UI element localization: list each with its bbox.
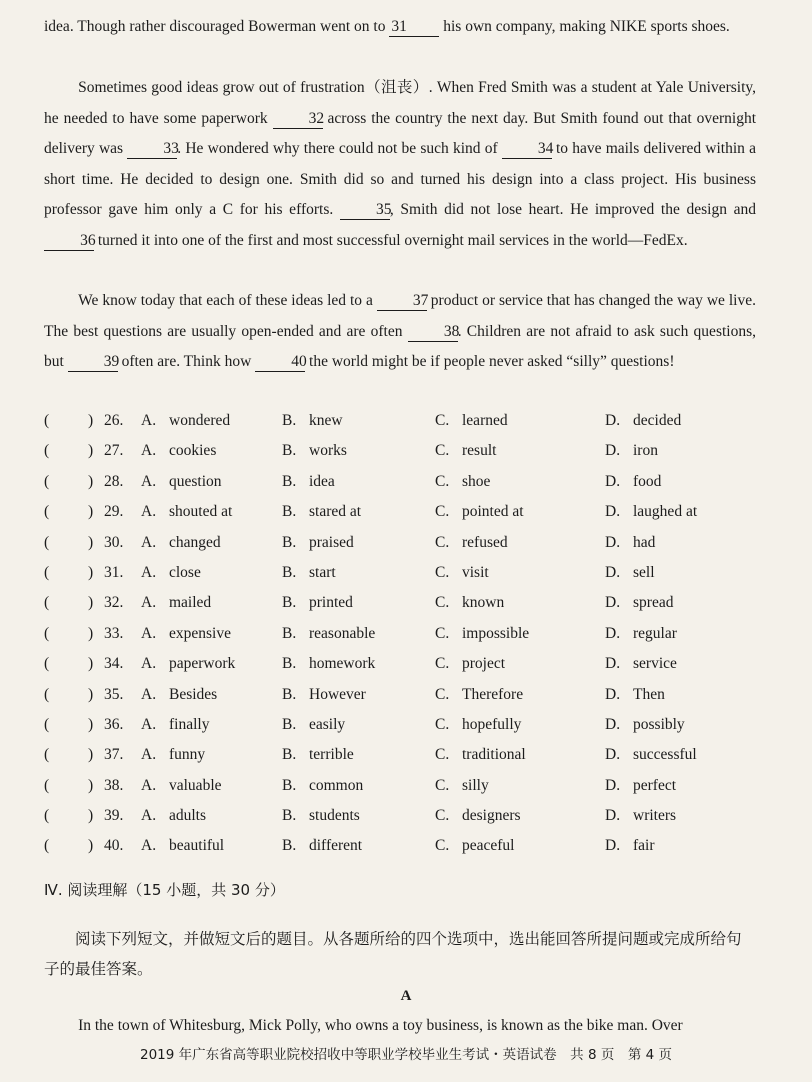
paragraph-text: We know today that each of these ideas led to a (78, 292, 377, 309)
answer-paren-open: ( (44, 624, 50, 642)
question-number: 37. (104, 746, 124, 764)
question-number: 31. (104, 563, 124, 581)
option-a-text: cookies (169, 442, 217, 460)
option-d-text: possibly (633, 715, 685, 733)
paragraph-text: often are. Think how (117, 353, 256, 370)
answer-paren-open: ( (44, 503, 50, 521)
paragraph-text: turned it into one of the first and most successful overnight mail services in the world—FedEx. (94, 231, 688, 249)
blank-40: 40 (255, 353, 305, 372)
option-d-letter: D. (605, 685, 621, 703)
option-a-letter: A. (141, 807, 157, 825)
blank-33: 33 (127, 140, 177, 159)
option-a-letter: A. (141, 563, 157, 581)
blank-37: 37 (377, 292, 427, 311)
option-c-letter: C. (435, 746, 450, 764)
option-d-letter: D. (605, 746, 621, 764)
option-c-text: pointed at (462, 503, 524, 521)
option-b-letter: B. (282, 503, 297, 521)
option-b-text: works (309, 442, 347, 460)
answer-paren-close: ) (88, 533, 94, 551)
question-number: 36. (104, 715, 124, 733)
blank-31: 31 (389, 18, 439, 37)
question-number: 28. (104, 472, 124, 490)
question-row (44, 497, 756, 527)
option-b-text: start (309, 563, 336, 581)
option-c-letter: C. (435, 807, 450, 825)
answer-paren-close: ) (88, 837, 94, 855)
option-c-text: hopefully (462, 715, 522, 733)
paragraph-text: across the country the next day. But Smith found out that overnight delivery was (44, 109, 756, 157)
option-c-letter: C. (435, 533, 450, 551)
option-d-text: sell (633, 563, 655, 581)
question-row (44, 619, 756, 649)
option-d-text: writers (633, 807, 677, 825)
question-number: 38. (104, 776, 124, 794)
blank-34: 34 (502, 140, 552, 159)
answer-paren-close: ) (88, 594, 94, 612)
question-row (44, 436, 756, 466)
option-d-letter: D. (605, 442, 621, 460)
option-c-letter: C. (435, 685, 450, 703)
option-b-letter: B. (282, 685, 297, 703)
option-c-letter: C. (435, 624, 450, 642)
paragraph-text: to have mails delivered within a short time. He decided to design one. Smith did so and turned his design into a class project. His business professor gave him only a C for his efforts. (44, 140, 756, 218)
option-d-letter: D. (605, 776, 621, 794)
answer-paren-open: ( (44, 655, 50, 673)
paragraph-text: product or service that has changed the way we live. The best questions are usually open-ended and are often (44, 292, 756, 340)
paragraph-text: the world might be if people never asked “silly” questions! (305, 353, 675, 370)
option-a-letter: A. (141, 533, 157, 551)
option-d-letter: D. (605, 655, 621, 673)
paragraph-text: idea. Though rather discouraged Bowerman went on to (44, 18, 390, 35)
option-b-letter: B. (282, 412, 297, 429)
option-b-text: printed (309, 594, 353, 612)
option-d-letter: D. (605, 624, 621, 642)
question-row (44, 558, 756, 588)
option-a-text: Besides (169, 685, 218, 703)
option-c-letter: C. (435, 776, 450, 794)
option-c-letter: C. (435, 563, 450, 581)
question-row (44, 406, 756, 436)
option-b-letter: B. (282, 807, 297, 825)
answer-paren-open: ( (44, 715, 50, 733)
option-b-text: common (309, 776, 364, 794)
answer-paren-open: ( (44, 533, 50, 551)
option-d-text: spread (633, 594, 674, 612)
option-c-text: learned (462, 412, 508, 429)
option-b-letter: B. (282, 472, 297, 490)
question-row (44, 710, 756, 740)
blank-39: 39 (68, 353, 118, 372)
option-b-text: homework (309, 655, 376, 673)
option-a-text: question (169, 472, 222, 490)
answer-paren-open: ( (44, 472, 50, 490)
answer-paren-close: ) (88, 563, 94, 581)
option-d-letter: D. (605, 837, 621, 855)
paragraph-text: Sometimes good ideas grow out of frustration（沮丧）. When Fred Smith was a student at Yale University, he needed to have some paperwork (44, 79, 756, 127)
option-c-text: Therefore (462, 685, 524, 703)
option-c-text: silly (462, 776, 489, 794)
answer-paren-close: ) (88, 807, 94, 825)
question-number: 34. (104, 655, 124, 673)
answer-paren-close: ) (88, 624, 94, 642)
option-a-letter: A. (141, 715, 157, 733)
option-a-letter: A. (141, 746, 157, 764)
option-d-text: perfect (633, 776, 677, 794)
question-number: 27. (104, 442, 124, 460)
answer-paren-close: ) (88, 442, 94, 460)
option-a-text: wondered (169, 412, 231, 429)
option-c-letter: C. (435, 837, 450, 855)
paragraph-text: his own company, making NIKE sports shoes. (439, 18, 730, 35)
option-d-letter: D. (605, 503, 621, 521)
answer-paren-open: ( (44, 563, 50, 581)
option-b-letter: B. (282, 837, 297, 855)
option-c-text: traditional (462, 746, 526, 764)
answer-paren-close: ) (88, 655, 94, 673)
question-list (44, 406, 756, 862)
option-d-letter: D. (605, 807, 621, 825)
question-number: 33. (104, 624, 124, 642)
question-row (44, 528, 756, 558)
answer-paren-close: ) (88, 472, 94, 490)
option-c-letter: C. (435, 503, 450, 521)
option-b-letter: B. (282, 715, 297, 733)
option-c-text: impossible (462, 624, 530, 642)
answer-paren-open: ( (44, 442, 50, 460)
option-b-text: easily (309, 715, 346, 733)
blank-36: 36 (44, 232, 94, 251)
blank-35: 35 (340, 201, 390, 220)
option-b-letter: B. (282, 442, 297, 460)
question-number: 39. (104, 807, 124, 825)
option-a-letter: A. (141, 655, 157, 673)
option-b-text: terrible (309, 746, 354, 764)
option-d-letter: D. (605, 472, 621, 490)
option-c-text: peaceful (462, 837, 515, 855)
option-a-letter: A. (141, 442, 157, 460)
question-row (44, 831, 756, 861)
answer-paren-close: ) (88, 746, 94, 764)
question-number: 32. (104, 594, 124, 612)
option-d-text: laughed at (633, 503, 698, 521)
option-c-letter: C. (435, 442, 450, 460)
page-footer: 2019 年广东省高等职业院校招收中等职业学校毕业生考试・英语试卷 共 8 页 第 4 页 (140, 1047, 672, 1063)
option-a-text: beautiful (169, 837, 225, 855)
question-row (44, 649, 756, 679)
option-a-text: mailed (169, 594, 212, 612)
question-row (44, 740, 756, 770)
option-c-text: designers (462, 807, 521, 825)
option-d-letter: D. (605, 594, 621, 612)
option-b-letter: B. (282, 594, 297, 612)
option-d-text: successful (633, 746, 697, 764)
paragraph-text: , Smith did not lose heart. He improved the design and (389, 201, 756, 218)
option-a-letter: A. (141, 594, 157, 612)
answer-paren-close: ) (88, 412, 94, 429)
answer-paren-open: ( (44, 412, 50, 429)
option-b-text: reasonable (309, 624, 376, 642)
section-instructions: 阅读下列短文，并做短文后的题目。从各题所给的四个选项中，选出能回答所提问题或完成所给句子的最佳答案。 (44, 930, 742, 978)
option-a-text: finally (169, 715, 210, 733)
answer-paren-open: ( (44, 837, 50, 855)
option-a-letter: A. (141, 624, 157, 642)
question-row (44, 467, 756, 497)
answer-paren-open: ( (44, 807, 50, 825)
option-c-letter: C. (435, 594, 450, 612)
option-d-text: decided (633, 412, 682, 429)
passage-paragraph-1 (44, 12, 756, 43)
question-row (44, 588, 756, 618)
option-d-text: food (633, 472, 662, 490)
option-d-letter: D. (605, 563, 621, 581)
option-c-letter: C. (435, 472, 450, 490)
paragraph-text: In the town of Whitesburg, Mick Polly, who owns a toy business, is known as the bike man. Over (78, 1017, 683, 1034)
question-row (44, 801, 756, 831)
question-row (44, 771, 756, 801)
option-b-text: students (309, 807, 360, 825)
passage-label: A (400, 988, 412, 1004)
question-number: 26. (104, 412, 124, 429)
option-d-text: fair (633, 837, 655, 855)
option-c-text: refused (462, 533, 508, 551)
option-a-text: funny (169, 746, 206, 764)
option-a-text: close (169, 563, 201, 581)
passage-a-start (44, 1011, 756, 1042)
option-a-letter: A. (141, 776, 157, 794)
option-a-letter: A. (141, 472, 157, 490)
option-c-text: project (462, 655, 506, 673)
option-d-letter: D. (605, 412, 621, 429)
option-b-letter: B. (282, 655, 297, 673)
option-a-letter: A. (141, 837, 157, 855)
passage-paragraph-2 (44, 73, 756, 256)
paragraph-text: . He wondered why there could not be such kind of (177, 140, 502, 157)
question-row (44, 680, 756, 710)
option-c-letter: C. (435, 715, 450, 733)
option-c-text: shoe (462, 472, 491, 490)
option-d-text: regular (633, 624, 677, 642)
answer-paren-close: ) (88, 503, 94, 521)
blank-32: 32 (273, 110, 323, 129)
option-a-text: adults (169, 807, 207, 825)
option-a-text: shouted at (169, 503, 233, 521)
option-a-text: paperwork (169, 655, 236, 673)
question-number: 40. (104, 837, 124, 855)
answer-paren-close: ) (88, 715, 94, 733)
option-c-text: known (462, 594, 505, 612)
option-b-text: different (309, 837, 363, 855)
question-number: 35. (104, 685, 124, 703)
section-title: Ⅳ. 阅读理解（15 小题，共 30 分） (44, 881, 285, 899)
paragraph-text: . Children are not afraid to ask such questions, but (44, 322, 756, 370)
option-a-text: expensive (169, 624, 231, 642)
option-d-text: Then (633, 685, 665, 703)
option-a-text: changed (169, 533, 221, 551)
option-b-text: stared at (309, 503, 362, 521)
option-d-text: had (633, 533, 656, 551)
answer-paren-open: ( (44, 685, 50, 703)
option-a-letter: A. (141, 685, 157, 703)
option-d-letter: D. (605, 715, 621, 733)
option-a-letter: A. (141, 503, 157, 521)
option-d-letter: D. (605, 533, 621, 551)
answer-paren-open: ( (44, 746, 50, 764)
option-b-letter: B. (282, 776, 297, 794)
option-c-text: result (462, 442, 497, 460)
answer-paren-open: ( (44, 594, 50, 612)
option-b-letter: B. (282, 624, 297, 642)
option-d-text: iron (633, 442, 658, 460)
passage-paragraph-3 (44, 286, 756, 378)
option-c-letter: C. (435, 655, 450, 673)
question-number: 29. (104, 503, 124, 521)
option-b-letter: B. (282, 563, 297, 581)
option-c-text: visit (462, 563, 489, 581)
option-c-letter: C. (435, 412, 450, 429)
blank-38: 38 (408, 323, 458, 342)
answer-paren-close: ) (88, 685, 94, 703)
option-b-letter: B. (282, 746, 297, 764)
option-b-text: idea (309, 472, 335, 490)
option-b-letter: B. (282, 533, 297, 551)
option-b-text: However (309, 685, 366, 703)
option-b-text: praised (309, 533, 354, 551)
answer-paren-open: ( (44, 776, 50, 794)
question-number: 30. (104, 533, 124, 551)
option-a-letter: A. (141, 412, 157, 429)
answer-paren-close: ) (88, 776, 94, 794)
option-a-text: valuable (169, 776, 222, 794)
option-b-text: knew (309, 412, 343, 429)
option-d-text: service (633, 655, 677, 673)
